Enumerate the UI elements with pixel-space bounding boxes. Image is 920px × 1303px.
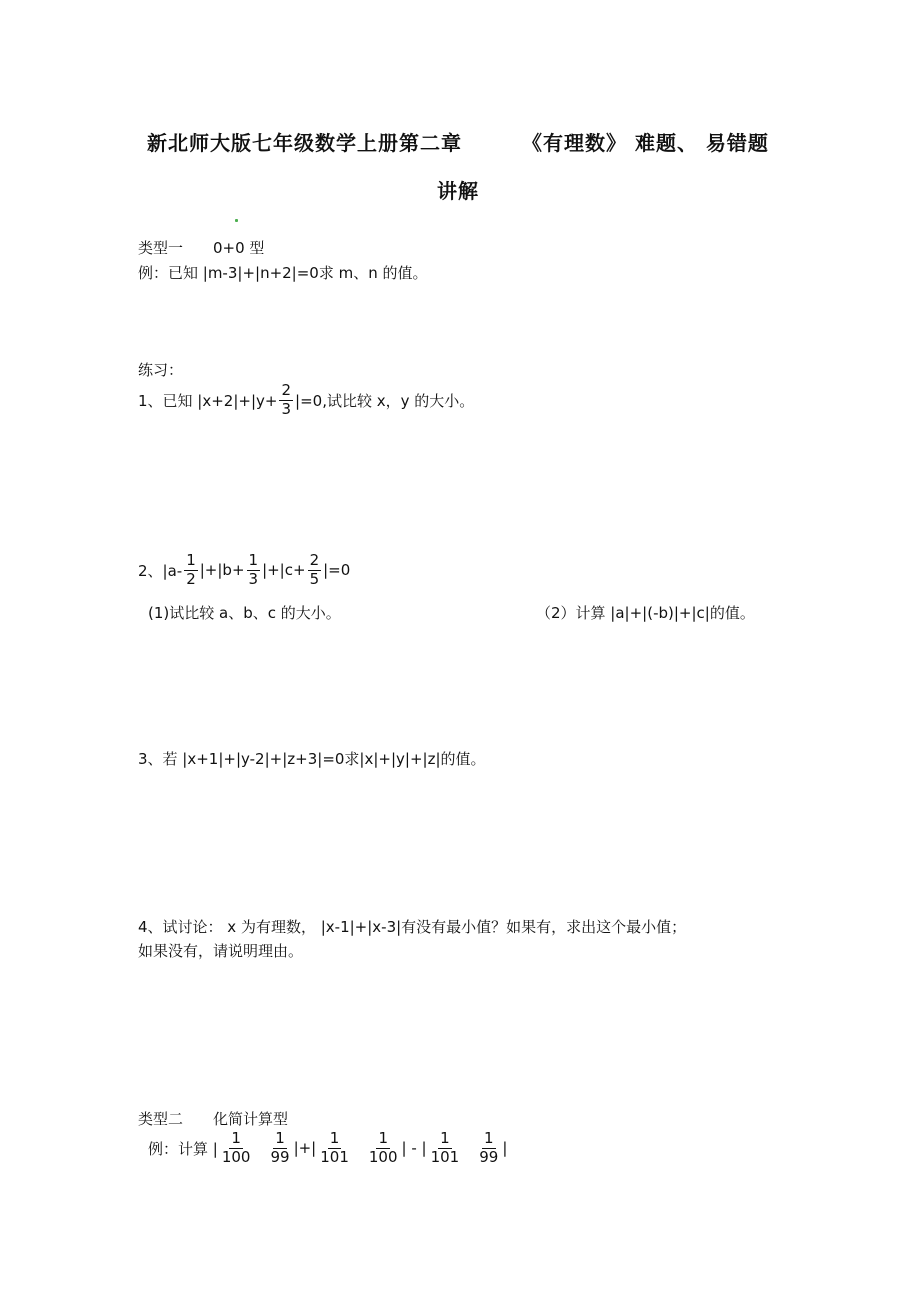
type2-heading-type: 化简计算型 (213, 1110, 289, 1128)
type2-example-prefix: 例：计算 | (148, 1139, 218, 1158)
q2-fraction-3-numerator: 2 (309, 551, 320, 569)
q2-fraction-1-denominator: 2 (186, 569, 196, 588)
q2-suffix: |=0 (323, 561, 351, 580)
stray-mark (235, 219, 238, 222)
type1-heading-type: 0+0 型 (213, 239, 265, 257)
type2-fraction-6-denominator: 99 (479, 1147, 499, 1166)
practice-label: 练习： (138, 361, 184, 379)
q2-fraction-2-denominator: 3 (248, 569, 259, 588)
question-4-line-2: 如果没有，请说明理由。 (138, 942, 304, 960)
q1-fraction-numerator: 2 (281, 381, 292, 399)
type2-fraction-5-denominator: 101 (430, 1147, 460, 1166)
question-4-line-1: 4、试讨论： x 为有理数， |x-1|+|x-3|有没有最小值？如果有，求出这个最小值； (138, 918, 687, 936)
question-1 (138, 383, 474, 418)
type2-fraction-1-numerator: 1 (231, 1129, 241, 1147)
type2-fraction-5-numerator: 1 (440, 1129, 450, 1147)
q1-suffix: |=0,试比较 x，y 的大小。 (295, 391, 475, 410)
type2-fraction-2-denominator: 99 (270, 1147, 290, 1166)
title-line1-part1: 新北师大版七年级数学上册第二章 (147, 131, 462, 155)
type2-fraction-2-numerator: 1 (275, 1129, 285, 1147)
q1-fraction-denominator: 3 (281, 399, 292, 418)
title-line1-part2: 《有理数》 难题、 易错题 (522, 131, 769, 155)
q2-fraction-1-numerator: 1 (186, 551, 196, 569)
type2-fraction-3 (318, 1131, 351, 1166)
type2-heading: 类型二 (138, 1110, 184, 1128)
q1-fraction (279, 383, 293, 418)
type2-fraction-3-denominator: 101 (320, 1147, 349, 1166)
type2-fraction-2 (268, 1131, 291, 1166)
question-3: 3、若 |x+1|+|y-2|+|z+3|=0求|x|+|y|+|z|的值。 (138, 750, 486, 768)
q2-part-1: (1)试比较 a、b、c 的大小。 (148, 604, 341, 622)
type2-fraction-4 (367, 1131, 400, 1166)
type2-fraction-3-numerator: 1 (329, 1129, 340, 1147)
q2-part-2: （2）计算 |a|+|(-b)|+|c|的值。 (536, 604, 755, 622)
type2-example (148, 1131, 507, 1166)
q2-fraction-1 (184, 553, 198, 588)
title-line2: 讲解 (437, 179, 479, 203)
type2-fraction-6 (477, 1131, 500, 1166)
type2-fraction-1-denominator: 100 (221, 1147, 251, 1166)
type2-fraction-6-numerator: 1 (484, 1129, 494, 1147)
q1-prefix: 1、已知 |x+2|+|y+ (138, 391, 278, 410)
q2-fraction-3-denominator: 5 (309, 569, 320, 588)
q2-fraction-2-numerator: 1 (248, 551, 259, 569)
type2-fraction-4-denominator: 100 (368, 1147, 398, 1166)
q2-fraction-3 (308, 553, 322, 588)
question-2 (138, 553, 350, 588)
type2-example-end: | (502, 1139, 508, 1158)
q2-fraction-2 (247, 553, 261, 588)
q2-mid-1: |+|b+ (199, 561, 245, 580)
type1-heading: 类型一 (138, 239, 184, 257)
q2-mid-2: |+|c+ (262, 561, 306, 580)
type2-fraction-4-numerator: 1 (378, 1129, 388, 1147)
type2-fraction-5 (429, 1131, 462, 1166)
type2-separator-1: |+| (293, 1139, 317, 1158)
type2-separator-2: | - | (401, 1139, 427, 1158)
q2-prefix: 2、|a- (138, 561, 183, 580)
type1-example: 例：已知 |m-3|+|n+2|=0求 m、n 的值。 (138, 264, 428, 282)
type2-fraction-1 (220, 1131, 253, 1166)
